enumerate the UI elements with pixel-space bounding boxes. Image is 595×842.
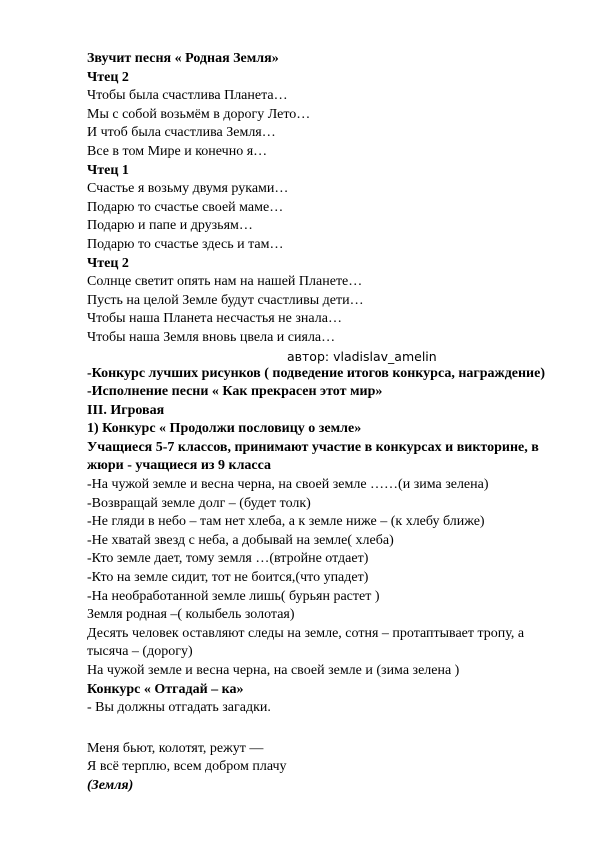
poem-line: Счастье я возьму двумя руками… <box>87 181 289 197</box>
proverb-line: -Возвращай земле долг – (будет толк) <box>87 495 311 511</box>
riddle-line: Я всё терплю, всем добром плачу <box>87 759 287 775</box>
proverb-line: -Кто земле дает, тому земля …(втройне отдает) <box>87 551 369 567</box>
contest-heading: 1) Конкурс « Продолжи пословицу о земле» <box>87 421 362 437</box>
poem-line: И чтоб была счастлива Земля… <box>87 125 276 141</box>
proverb-line: На чужой земле и весна черна, на своей земле и (зима зелена ) <box>87 663 460 678</box>
proverb-line: -Кто на земле сидит, тот не боится,(что упадет) <box>87 570 369 586</box>
poem-line: Все в том Мире и конечно я… <box>87 143 268 159</box>
proverb-line: -Не хватай звезд с неба, а добывай на земле( хлеба) <box>87 532 394 548</box>
spacer <box>87 718 557 740</box>
participants-note: Учащиеся 5-7 классов, принимают участие в конкурсах и викторине, в жюри - учащиеся из 9 класса <box>87 439 539 474</box>
proverb-line: -На необработанной земле лишь( бурьян растет ) <box>87 588 380 604</box>
poem-line: Чтобы наша Земля вновь цвела и сияла… <box>87 329 336 345</box>
poem-line: Солнце светит опять нам на нашей Планете… <box>87 274 363 290</box>
poem-line: Подарю то счастье своей маме… <box>87 199 284 215</box>
instruction-line: - Вы должны отгадать загадки. <box>87 700 271 716</box>
section-heading: Звучит песня « Родная Земля» <box>87 51 279 66</box>
riddle-line: Меня бьют, колотят, режут — <box>87 740 264 756</box>
program-item: -Конкурс лучших рисунков ( подведение итогов конкурса, награждение) <box>87 365 546 381</box>
author-credit: автор: vladislav_amelin <box>287 348 437 364</box>
poem-line: Подарю то счастье здесь и там… <box>87 236 284 252</box>
reader-heading: Чтец 1 <box>87 162 129 178</box>
poem-line: Чтобы наша Планета несчастья не знала… <box>87 311 342 327</box>
contest-heading: Конкурс « Отгадай – ка» <box>87 681 244 697</box>
section-heading: III. Игровая <box>87 402 165 418</box>
poem-line: Пусть на целой Земле будут счастливы дети… <box>87 292 364 308</box>
document-page <box>87 50 557 796</box>
riddle-answer: (Земля) <box>87 777 134 793</box>
reader-heading: Чтец 2 <box>87 255 129 271</box>
proverb-line: -Не гляди в небо – там нет хлеба, а к земле ниже – (к хлебу ближе) <box>87 514 485 530</box>
reader-heading: Чтец 2 <box>87 69 129 85</box>
proverb-line: -На чужой земле и весна черна, на своей земле ……(и зима зелена) <box>87 477 489 493</box>
poem-line: Мы с собой возьмём в дорогу Лето… <box>87 106 311 122</box>
poem-line: Подарю и папе и друзьям… <box>87 218 253 234</box>
poem-line: Чтобы была счастлива Планета… <box>87 88 288 104</box>
program-item: -Исполнение песни « Как прекрасен этот мир» <box>87 384 383 400</box>
proverb-line: Земля родная –( колыбель золотая) <box>87 607 295 623</box>
proverb-line: Десять человек оставляют следы на земле, сотня – протаптывает тропу, а тысяча – (дорогу) <box>87 625 525 660</box>
